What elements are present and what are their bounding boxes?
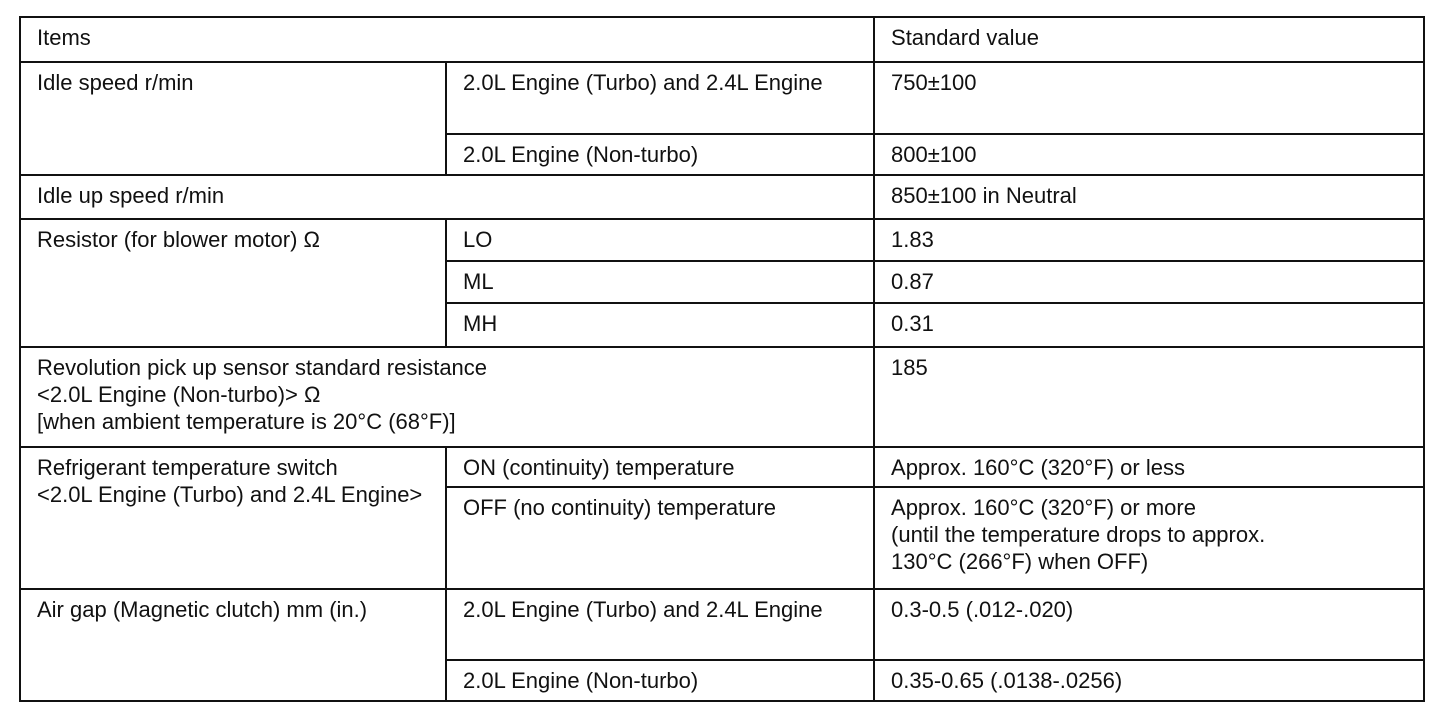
table-row (20, 589, 1424, 660)
revolution-sensor-line-1: Revolution pick up sensor standard resistance (37, 354, 488, 380)
standard-value-table (19, 16, 1425, 702)
table-row (20, 62, 1424, 134)
refrigerant-condition-off: OFF (no continuity) temperature (446, 487, 874, 589)
resistor-condition-lo: LO (446, 219, 874, 261)
idle-speed-value-turbo: 750±100 (874, 62, 1424, 134)
resistor-item: Resistor (for blower motor) Ω (20, 219, 446, 347)
idle-up-speed-item: Idle up speed r/min (20, 175, 874, 218)
air-gap-value-turbo: 0.3-0.5 (.012-.020) (874, 589, 1424, 660)
table-row (20, 175, 1424, 218)
refrigerant-value-on (874, 447, 1424, 487)
idle-up-speed-value: 850±100 in Neutral (874, 175, 1424, 218)
refrigerant-value-off-line-2: (until the temperature drops to approx. (891, 522, 1266, 548)
resistor-condition-mh: MH (446, 303, 874, 346)
idle-speed-condition-nonturbo: 2.0L Engine (Non-turbo) (446, 134, 874, 175)
air-gap-item: Air gap (Magnetic clutch) mm (in.) (20, 589, 446, 701)
table-row (20, 347, 1424, 447)
table-header-row (20, 17, 1424, 62)
revolution-sensor-value: 185 (874, 347, 1424, 447)
air-gap-value-nonturbo: 0.35-0.65 (.0138-.0256) (874, 660, 1424, 701)
resistor-value-lo: 1.83 (874, 219, 1424, 261)
revolution-sensor-line-2: <2.0L Engine (Non-turbo)> Ω (37, 381, 321, 407)
refrigerant-switch-line-2: <2.0L Engine (Turbo) and 2.4L Engine> (37, 481, 423, 507)
revolution-sensor-line-3: [when ambient temperature is 20°C (68°F)] (37, 408, 456, 434)
refrigerant-switch-line-1: Refrigerant temperature switch (37, 454, 338, 480)
header-standard-value: Standard value (874, 17, 1424, 62)
air-gap-condition-turbo: 2.0L Engine (Turbo) and 2.4L Engine (446, 589, 874, 660)
refrigerant-switch-item (20, 447, 446, 589)
refrigerant-value-off-line-3: 130°C (266°F) when OFF) (891, 549, 1149, 575)
table-row (20, 219, 1424, 261)
resistor-value-ml: 0.87 (874, 261, 1424, 303)
air-gap-condition-nonturbo: 2.0L Engine (Non-turbo) (446, 660, 874, 701)
idle-speed-condition-turbo: 2.0L Engine (Turbo) and 2.4L Engine (446, 62, 874, 134)
refrigerant-value-off-line-1: Approx. 160°C (320°F) or more (891, 495, 1196, 521)
resistor-condition-ml: ML (446, 261, 874, 303)
header-items: Items (20, 17, 874, 62)
refrigerant-value-on-line-1: Approx. 160°C (320°F) or less (891, 454, 1185, 480)
resistor-value-mh: 0.31 (874, 303, 1424, 346)
idle-speed-value-nonturbo: 800±100 (874, 134, 1424, 175)
table-row (20, 447, 1424, 487)
refrigerant-condition-on: ON (continuity) temperature (446, 447, 874, 487)
refrigerant-value-off (874, 487, 1424, 589)
idle-speed-item: Idle speed r/min (20, 62, 446, 175)
revolution-sensor-item (20, 347, 874, 447)
